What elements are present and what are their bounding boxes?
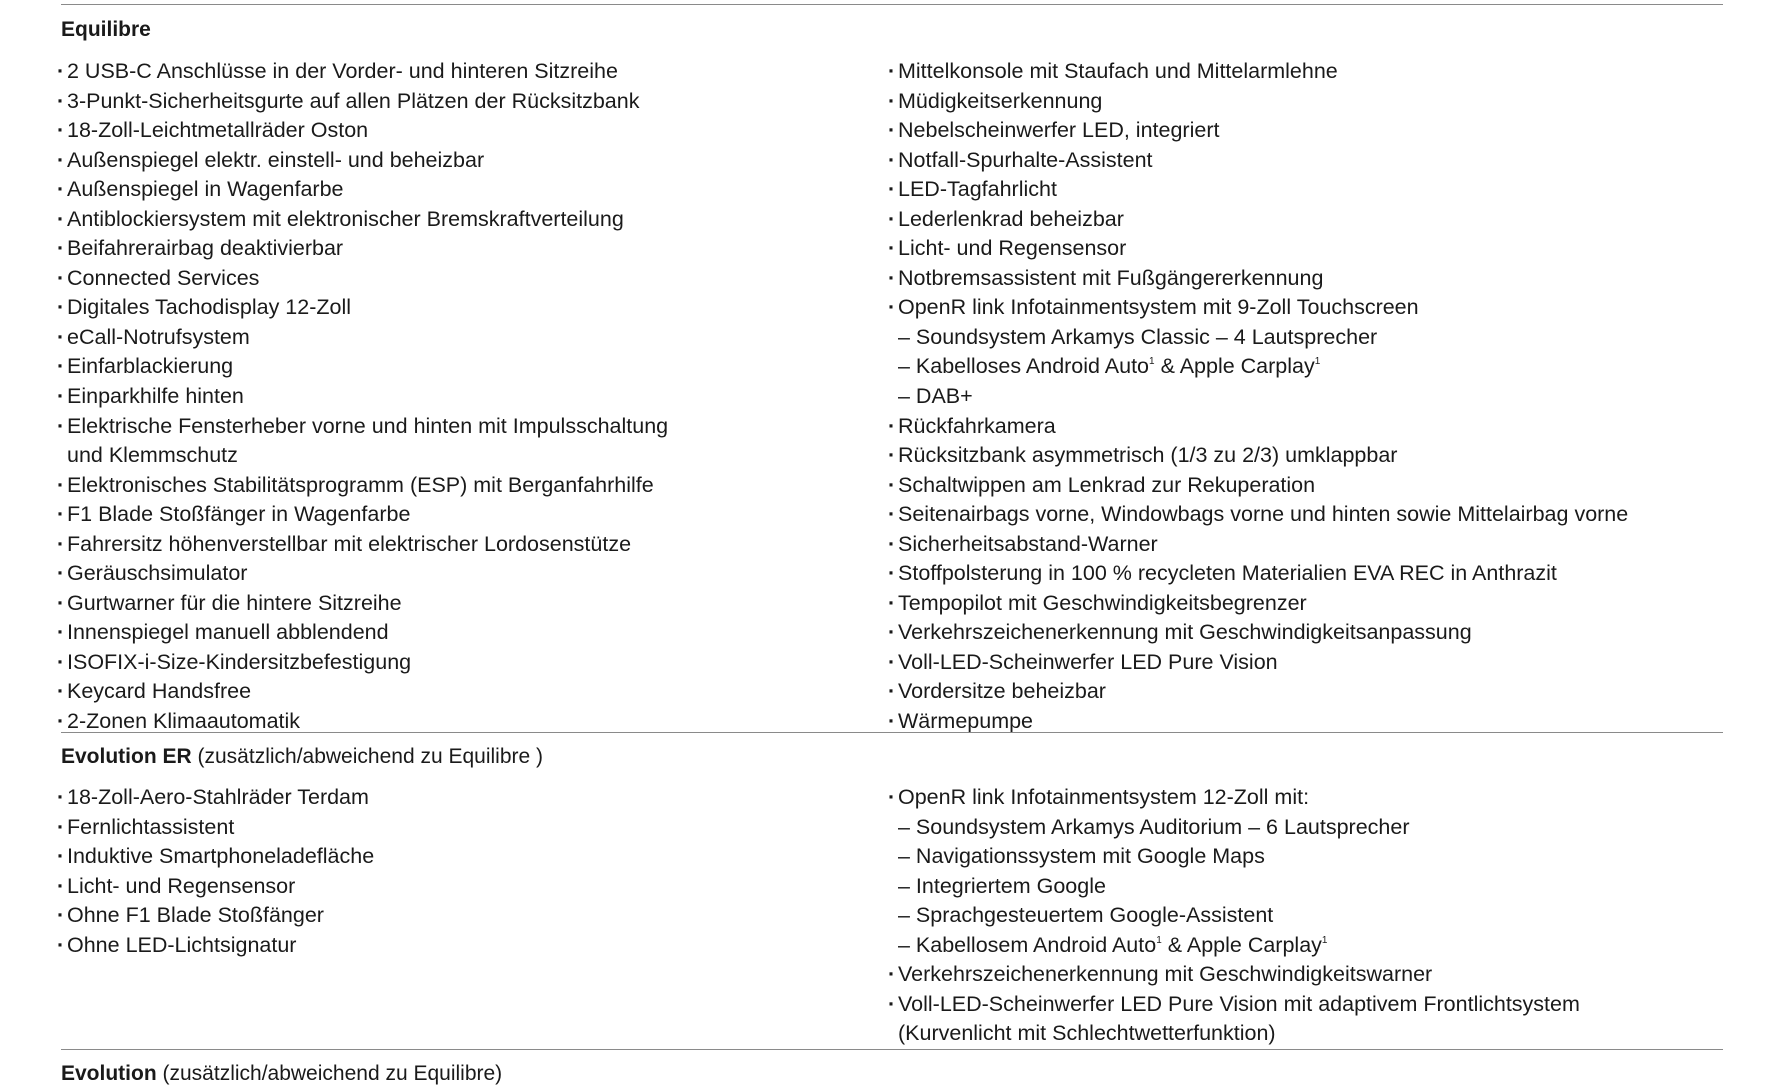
- list-item: · Keycard Handsfree: [57, 677, 668, 707]
- list-item: · Nebelscheinwerfer LED, integriert: [888, 116, 1628, 146]
- list-item-continuation: (Kurvenlicht mit Schlechtwetterfunktion): [898, 1021, 1276, 1046]
- list-item: · Voll-LED-Scheinwerfer LED Pure Vision: [888, 648, 1628, 678]
- sub-list-item: – Kabellosem Android Auto$^1$ & Apple Carplay$^1$: [898, 932, 1328, 957]
- list-item: · 18-Zoll-Leichtmetallräder Oston: [57, 116, 668, 146]
- list-item: · Notfall-Spurhalte-Assistent: [888, 146, 1628, 176]
- list-item: · Elektronisches Stabilitätsprogramm (ESP) mit Berganfahrhilfe: [57, 471, 668, 501]
- sub-list-item: – Kabelloses Android Auto$^1$ & Apple Carplay$^1$: [898, 354, 1321, 379]
- list-item: · 2-Zonen Klimaautomatik: [57, 707, 668, 737]
- list-item: · Gurtwarner für die hintere Sitzreihe: [57, 589, 668, 619]
- sub-list-item: – Sprachgesteuertem Google-Assistent: [898, 903, 1274, 928]
- list-item: · Stoffpolsterung in 100 % recycleten Materialien EVA REC in Anthrazit: [888, 559, 1628, 589]
- list-item: · eCall-Notrufsystem: [57, 323, 668, 353]
- list-item: · Einparkhilfe hinten: [57, 382, 668, 412]
- list-item: · Schaltwippen am Lenkrad zur Rekuperation: [888, 471, 1628, 501]
- list-item: · Rückfahrkamera: [888, 412, 1628, 442]
- list-item: · Geräuschsimulator: [57, 559, 668, 589]
- list-item: · Sicherheitsabstand-Warner: [888, 530, 1628, 560]
- list-item: · Lederlenkrad beheizbar: [888, 205, 1628, 235]
- list-item-continuation: und Klemmschutz: [67, 443, 238, 468]
- list-item: · Antiblockiersystem mit elektronischer Bremskraftverteilung: [57, 205, 668, 235]
- list-item: · Fernlichtassistent: [57, 813, 374, 843]
- list-item: · Licht- und Regensensor: [57, 872, 374, 902]
- evolution-er-list-left: [57, 783, 374, 960]
- section-divider: [61, 1049, 1723, 1050]
- sub-list-item: – Soundsystem Arkamys Classic – 4 Lautsprecher: [898, 324, 1378, 349]
- list-item: · OpenR link Infotainmentsystem 12-Zoll mit:: [888, 783, 1580, 813]
- list-item: · Beifahrerairbag deaktivierbar: [57, 234, 668, 264]
- list-item: · Innenspiegel manuell abblendend: [57, 618, 668, 648]
- list-item: · Ohne F1 Blade Stoßfänger: [57, 901, 374, 931]
- list-item: · Connected Services: [57, 264, 668, 294]
- list-item: · Notbremsassistent mit Fußgängererkennung: [888, 264, 1628, 294]
- section-divider: [61, 732, 1723, 733]
- list-item: · Verkehrszeichenerkennung mit Geschwindigkeitsanpassung: [888, 618, 1628, 648]
- list-item: · Mittelkonsole mit Staufach und Mittelarmlehne: [888, 57, 1628, 87]
- sub-list-item: – DAB+: [898, 384, 973, 409]
- evolution-er-list-right: [888, 783, 1580, 1049]
- list-item: · Wärmepumpe: [888, 707, 1628, 737]
- equilibre-list-left: [57, 57, 668, 737]
- section-title-equilibre: Equilibre: [61, 18, 151, 41]
- list-item: · LED-Tagfahrlicht: [888, 175, 1628, 205]
- list-item: · OpenR link Infotainmentsystem mit 9-Zoll Touchscreen: [888, 293, 1628, 323]
- section-title-evolution: Evolution (zusätzlich/abweichend zu Equilibre): [61, 1062, 503, 1085]
- equilibre-list-right: [888, 57, 1628, 737]
- list-item: · ISOFIX-i-Size-Kindersitzbefestigung: [57, 648, 668, 678]
- list-item: · Vordersitze beheizbar: [888, 677, 1628, 707]
- list-item: · Digitales Tachodisplay 12-Zoll: [57, 293, 668, 323]
- list-item: · Ohne LED-Lichtsignatur: [57, 931, 374, 961]
- list-item: · 3-Punkt-Sicherheitsgurte auf allen Plätzen der Rücksitzbank: [57, 87, 668, 117]
- list-item: · Einfarblackierung: [57, 352, 668, 382]
- sub-list-item: – Integriertem Google: [898, 873, 1106, 898]
- list-item: · Rücksitzbank asymmetrisch (1/3 zu 2/3) umklappbar: [888, 441, 1628, 471]
- list-item: · Müdigkeitserkennung: [888, 87, 1628, 117]
- list-item: · F1 Blade Stoßfänger in Wagenfarbe: [57, 500, 668, 530]
- list-item: · Außenspiegel elektr. einstell- und beheizbar: [57, 146, 668, 176]
- list-item: · Induktive Smartphoneladefläche: [57, 842, 374, 872]
- section-title-evolution-er: Evolution ER (zusätzlich/abweichend zu Equilibre ): [61, 745, 544, 768]
- sub-list-item: – Navigationssystem mit Google Maps: [898, 844, 1265, 869]
- list-item: · Tempopilot mit Geschwindigkeitsbegrenzer: [888, 589, 1628, 619]
- top-divider: [61, 4, 1723, 5]
- list-item: · Voll-LED-Scheinwerfer LED Pure Vision mit adaptivem Frontlichtsystem: [888, 990, 1580, 1020]
- list-item: · Verkehrszeichenerkennung mit Geschwindigkeitswarner: [888, 960, 1580, 990]
- sub-list-item: – Soundsystem Arkamys Auditorium – 6 Lautsprecher: [898, 814, 1410, 839]
- list-item: · Außenspiegel in Wagenfarbe: [57, 175, 668, 205]
- list-item: · Licht- und Regensensor: [888, 234, 1628, 264]
- list-item: · 18-Zoll-Aero-Stahlräder Terdam: [57, 783, 374, 813]
- list-item: · Elektrische Fensterheber vorne und hinten mit Impulsschaltung: [57, 412, 668, 442]
- list-item: · Seitenairbags vorne, Windowbags vorne und hinten sowie Mittelairbag vorne: [888, 500, 1628, 530]
- list-item: · 2 USB-C Anschlüsse in der Vorder- und hinteren Sitzreihe: [57, 57, 668, 87]
- list-item: · Fahrersitz höhenverstellbar mit elektrischer Lordosenstütze: [57, 530, 668, 560]
